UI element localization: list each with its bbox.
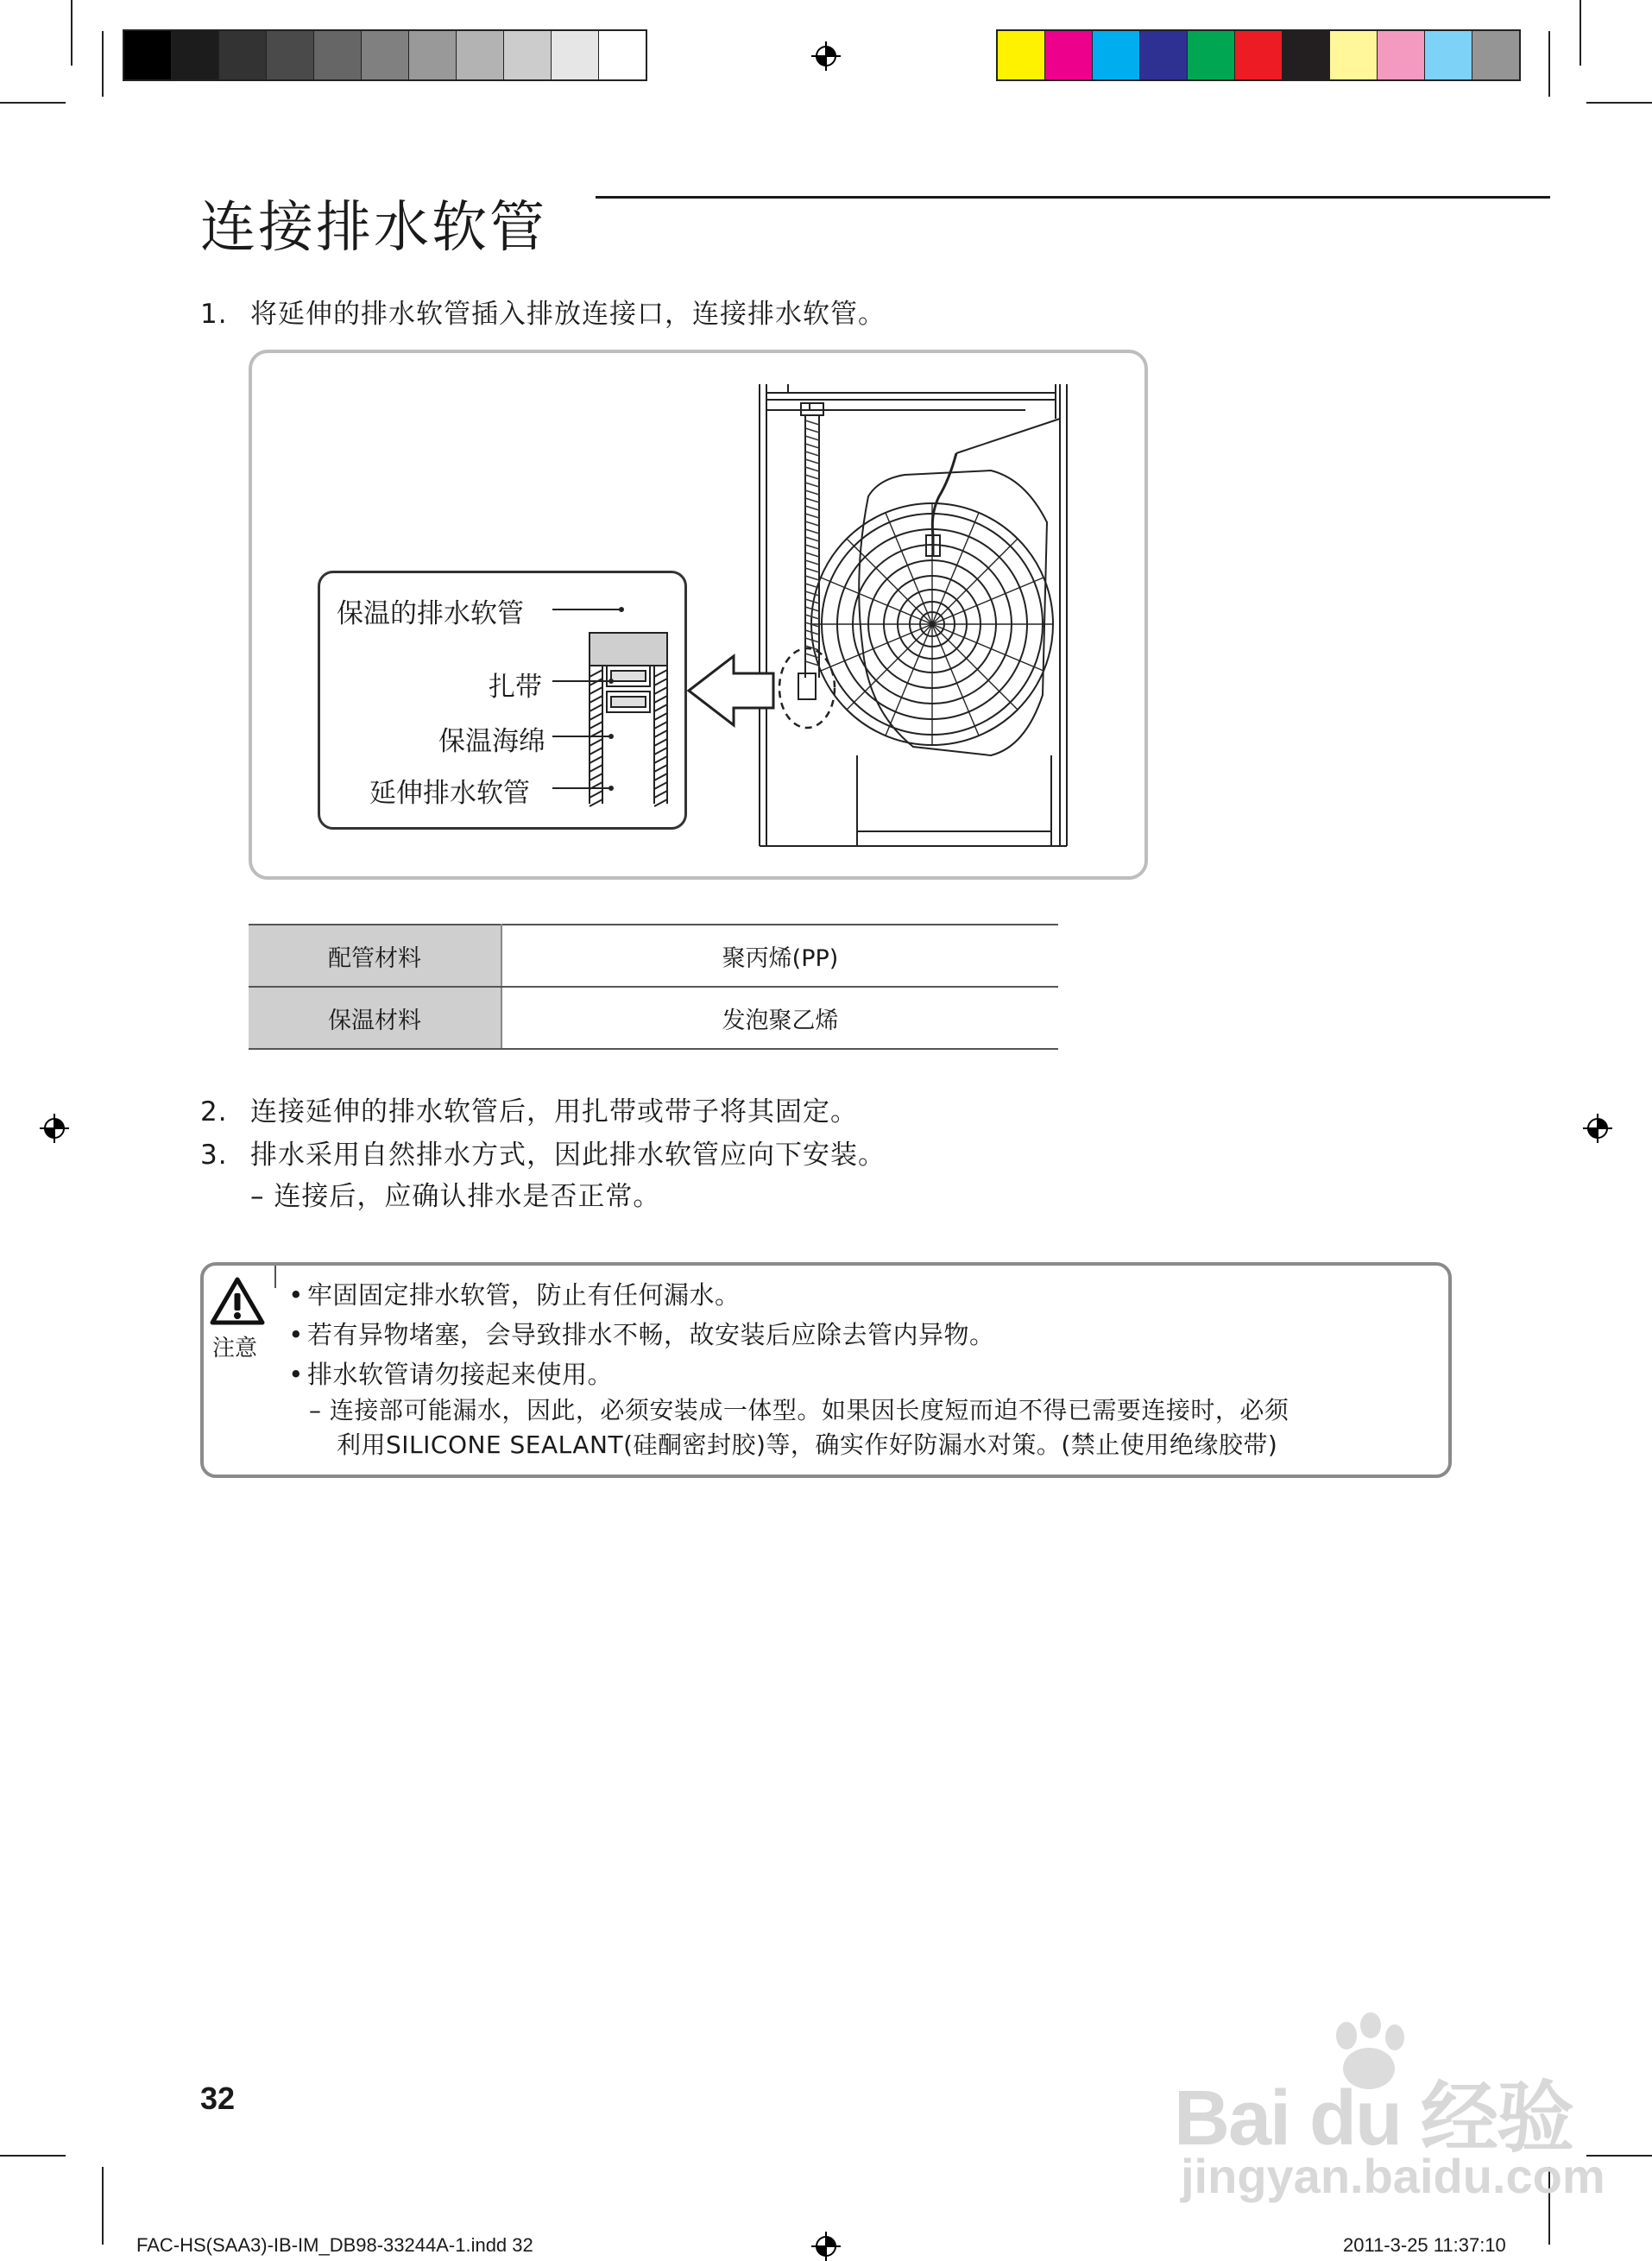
color-swatch — [1093, 31, 1140, 79]
gray-swatch — [267, 31, 314, 79]
registration-mark-icon — [811, 2232, 841, 2261]
color-swatch — [1140, 31, 1188, 79]
color-swatch — [1235, 31, 1283, 79]
crop-mark — [1586, 102, 1652, 104]
step-text: 连接延伸的排水软管后，用扎带或带子将其固定。 — [250, 1096, 858, 1127]
label-insulated-hose: 保温的排水软管 — [337, 598, 524, 629]
gray-swatch — [219, 31, 267, 79]
color-swatch — [1425, 31, 1472, 79]
caution-item — [285, 1276, 741, 1314]
table-header-cell: 保温材料 — [249, 987, 501, 1049]
page-title: 连接排水软管 — [200, 196, 547, 260]
step-2 — [200, 1095, 858, 1129]
gray-swatch — [599, 31, 646, 79]
color-swatch — [1283, 31, 1330, 79]
table-row — [249, 925, 1058, 987]
color-swatch — [1378, 31, 1425, 79]
color-swatch — [1045, 31, 1093, 79]
caution-item — [285, 1316, 995, 1354]
caution-item-text: 排水软管请勿接起来使用。 — [307, 1360, 614, 1389]
color-swatch — [1330, 31, 1378, 79]
crop-mark — [1548, 31, 1550, 97]
caution-sub-line-2: 利用SILICONE SEALANT(硅酮密封胶)等，确实作好防漏水对策。(禁止使用绝缘胶带) — [337, 1430, 1278, 1459]
step-number: 2. — [200, 1096, 228, 1127]
gray-swatch — [504, 31, 552, 79]
color-swatch — [1188, 31, 1235, 79]
color-swatch — [1472, 31, 1519, 79]
table-header-cell: 配管材料 — [249, 925, 501, 987]
gray-swatch — [172, 31, 219, 79]
watermark-url: jingyan.baidu.com — [1181, 2149, 1605, 2203]
crop-mark — [102, 31, 104, 97]
gray-swatch — [362, 31, 409, 79]
watermark-brand: Bai du 经验 — [1174, 2075, 1573, 2162]
label-extension-hose: 延伸排水软管 — [369, 778, 530, 809]
gray-swatch — [124, 31, 172, 79]
caution-item-text: 若有异物堵塞，会导致排水不畅，故安装后应除去管内异物。 — [307, 1320, 995, 1349]
step-3 — [200, 1138, 886, 1172]
step-number: 3. — [200, 1140, 228, 1171]
crop-mark — [0, 102, 66, 104]
warning-triangle-icon — [209, 1276, 266, 1326]
process-color-bar — [996, 29, 1521, 81]
crop-mark — [0, 2155, 66, 2157]
registration-mark-icon — [811, 41, 841, 71]
registration-mark-icon — [40, 1114, 69, 1143]
title-rule — [596, 196, 1550, 199]
footer-timestamp: 2011-3-25 11:37:10 — [1343, 2234, 1506, 2256]
bullet: • — [288, 1320, 304, 1349]
table-cell: 发泡聚乙烯 — [501, 987, 1058, 1049]
bullet: • — [288, 1360, 304, 1389]
crop-mark — [71, 0, 73, 66]
gray-swatch — [457, 31, 504, 79]
step-text: 排水采用自然排水方式，因此排水软管应向下安装。 — [250, 1140, 886, 1171]
table-row — [249, 987, 1058, 1049]
footer-file-name: FAC-HS(SAA3)-IB-IM_DB98-33244A-1.indd 32 — [136, 2234, 533, 2256]
bullet: • — [288, 1280, 304, 1310]
crop-mark — [1579, 0, 1581, 66]
page-number: 32 — [200, 2081, 236, 2116]
caution-sub-line-1: – 连接部可能漏水，因此，必须安装成一体型。如果因长度短而迫不得已需要连接时，必须 — [309, 1396, 1289, 1424]
gray-swatch — [314, 31, 362, 79]
materials-table — [249, 924, 1058, 1050]
crop-mark — [102, 2167, 104, 2245]
label-cable-tie: 扎带 — [489, 672, 542, 703]
caution-label: 注意 — [212, 1336, 258, 1361]
gray-swatch — [409, 31, 457, 79]
registration-mark-icon — [1583, 1114, 1612, 1143]
table-cell: 聚丙烯(PP) — [501, 925, 1058, 987]
caution-item — [285, 1355, 613, 1393]
step-1 — [200, 297, 886, 332]
grayscale-color-bar — [123, 29, 647, 81]
color-swatch — [998, 31, 1045, 79]
step-number: 1. — [200, 299, 228, 330]
step-text: 将延伸的排水软管插入排放连接口，连接排水软管。 — [250, 299, 886, 330]
label-insulation-sponge: 保温海绵 — [438, 726, 545, 757]
gray-swatch — [552, 31, 599, 79]
caution-divider — [274, 1266, 276, 1288]
step-3-sub: – 连接后，应确认排水是否正常。 — [250, 1181, 661, 1212]
caution-item-text: 牢固固定排水软管，防止有任何漏水。 — [307, 1280, 741, 1310]
